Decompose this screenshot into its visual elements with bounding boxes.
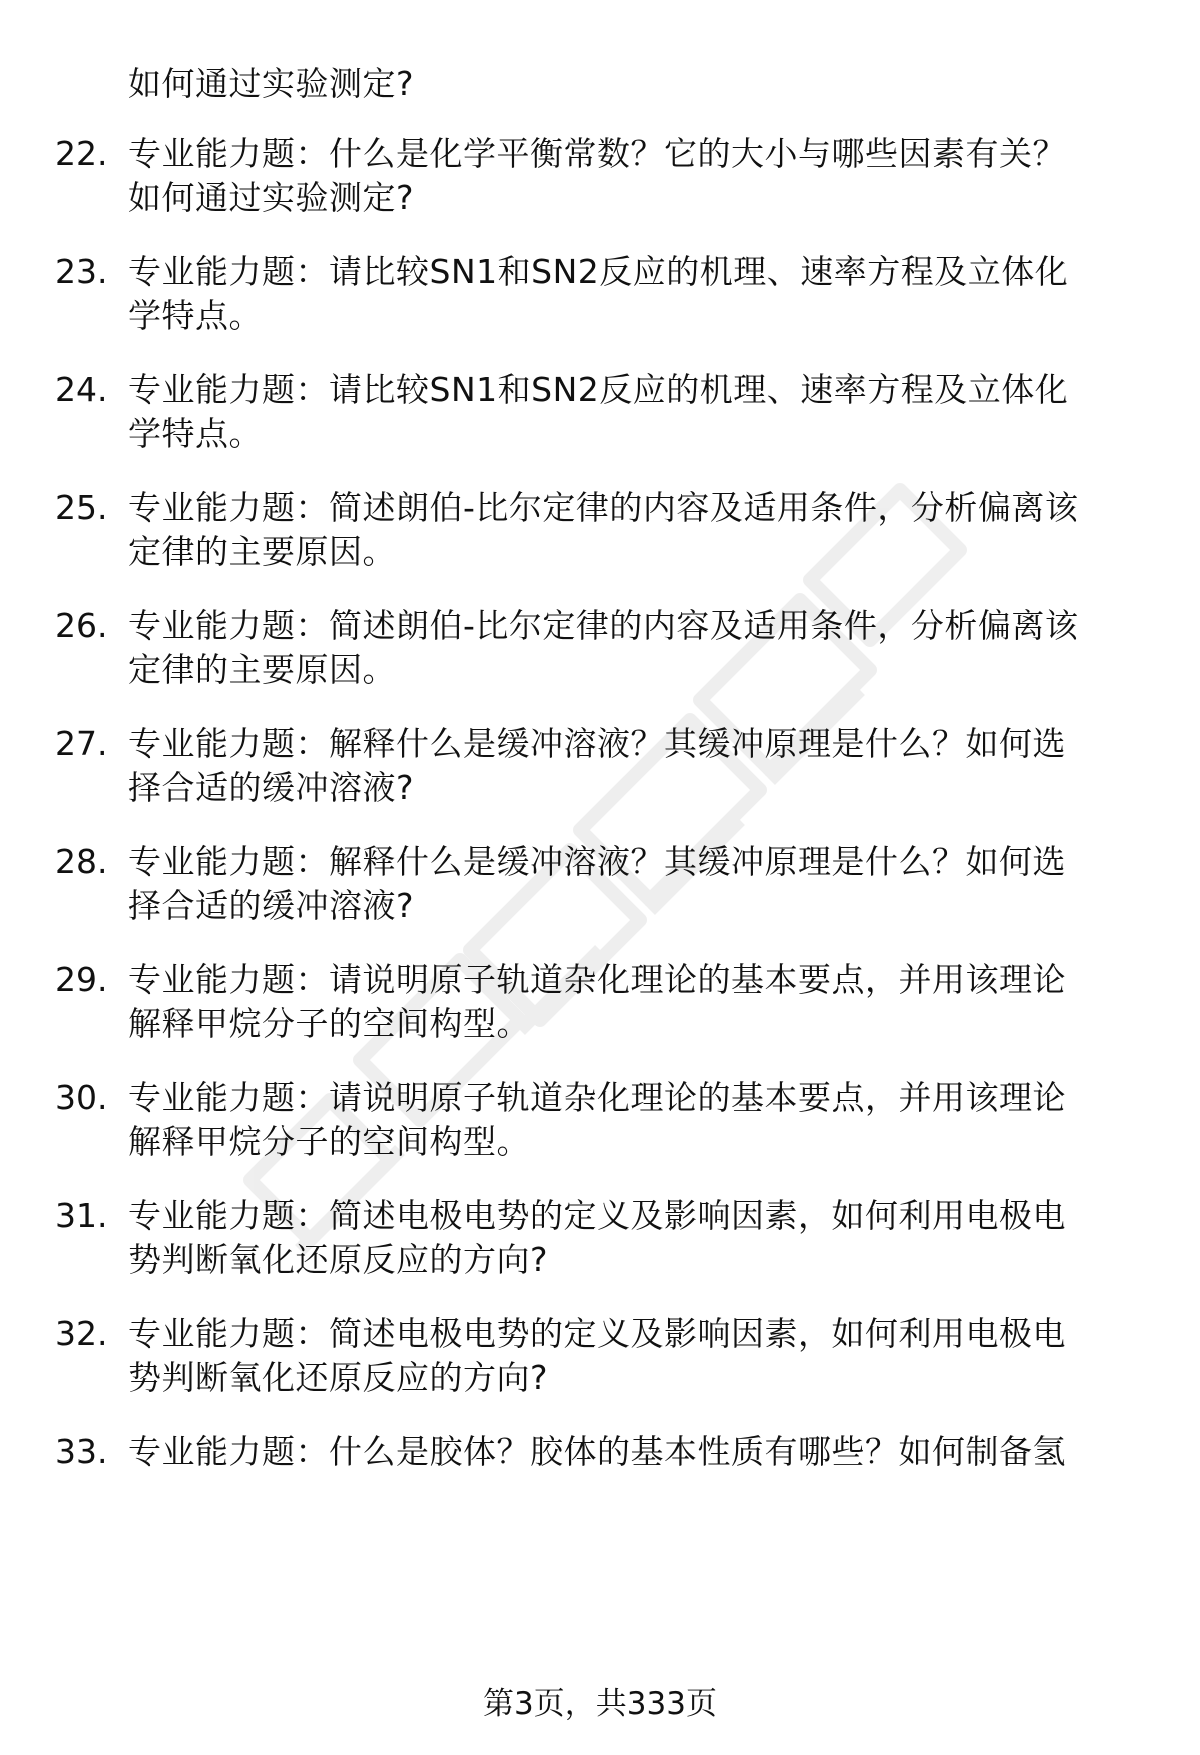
question-text-line: 解释甲烷分子的空间构型。 [128, 1122, 530, 1161]
question-text-line: 专业能力题：请比较SN1和SN2反应的机理、速率方程及立体化 [128, 370, 1069, 409]
question-number: 27. [55, 724, 108, 763]
page-footer: 第3页，共333页 [483, 1686, 717, 1722]
question-text-line: 解释甲烷分子的空间构型。 [128, 1004, 530, 1043]
question-number: 28. [55, 842, 108, 881]
question-number: 30. [55, 1078, 108, 1117]
question-text-line: 专业能力题：简述电极电势的定义及影响因素，如何利用电极电 [128, 1196, 1066, 1235]
question-number: 32. [55, 1314, 108, 1353]
question-text-line: 定律的主要原因。 [128, 650, 396, 689]
question-text-line: 专业能力题：简述朗伯-比尔定律的内容及适用条件，分析偏离该 [128, 488, 1079, 527]
question-text-line: 择合适的缓冲溶液? [128, 768, 415, 807]
question-text-line: 如何通过实验测定? [128, 64, 415, 103]
question-number: 23. [55, 252, 108, 291]
question-text-line: 专业能力题：请比较SN1和SN2反应的机理、速率方程及立体化 [128, 252, 1069, 291]
question-text-line: 专业能力题：请说明原子轨道杂化理论的基本要点，并用该理论 [128, 1078, 1066, 1117]
question-number: 26. [55, 606, 108, 645]
question-text-line: 如何通过实验测定? [128, 178, 415, 217]
question-number: 24. [55, 370, 108, 409]
question-text-line: 择合适的缓冲溶液? [128, 886, 415, 925]
question-number: 33. [55, 1432, 108, 1471]
question-text-line: 专业能力题：解释什么是缓冲溶液？其缓冲原理是什么？如何选 [128, 842, 1066, 881]
question-text-line: 专业能力题：简述朗伯-比尔定律的内容及适用条件，分析偏离该 [128, 606, 1079, 645]
question-text-line: 专业能力题：简述电极电势的定义及影响因素，如何利用电极电 [128, 1314, 1066, 1353]
question-text-line: 势判断氧化还原反应的方向? [128, 1240, 549, 1279]
question-number: 22. [55, 134, 108, 173]
question-text-line: 学特点。 [128, 414, 262, 453]
question-text-line: 专业能力题：什么是化学平衡常数？它的大小与哪些因素有关？ [128, 134, 1066, 173]
question-text-line: 势判断氧化还原反应的方向? [128, 1358, 549, 1397]
question-text-line: 学特点。 [128, 296, 262, 335]
question-number: 25. [55, 488, 108, 527]
question-text-line: 专业能力题：请说明原子轨道杂化理论的基本要点，并用该理论 [128, 960, 1066, 999]
question-text-line: 专业能力题：解释什么是缓冲溶液？其缓冲原理是什么？如何选 [128, 724, 1066, 763]
question-text-line: 定律的主要原因。 [128, 532, 396, 571]
question-text-line: 专业能力题：什么是胶体？胶体的基本性质有哪些？如何制备氢 [128, 1432, 1066, 1471]
question-number: 29. [55, 960, 108, 999]
question-number: 31. [55, 1196, 108, 1235]
